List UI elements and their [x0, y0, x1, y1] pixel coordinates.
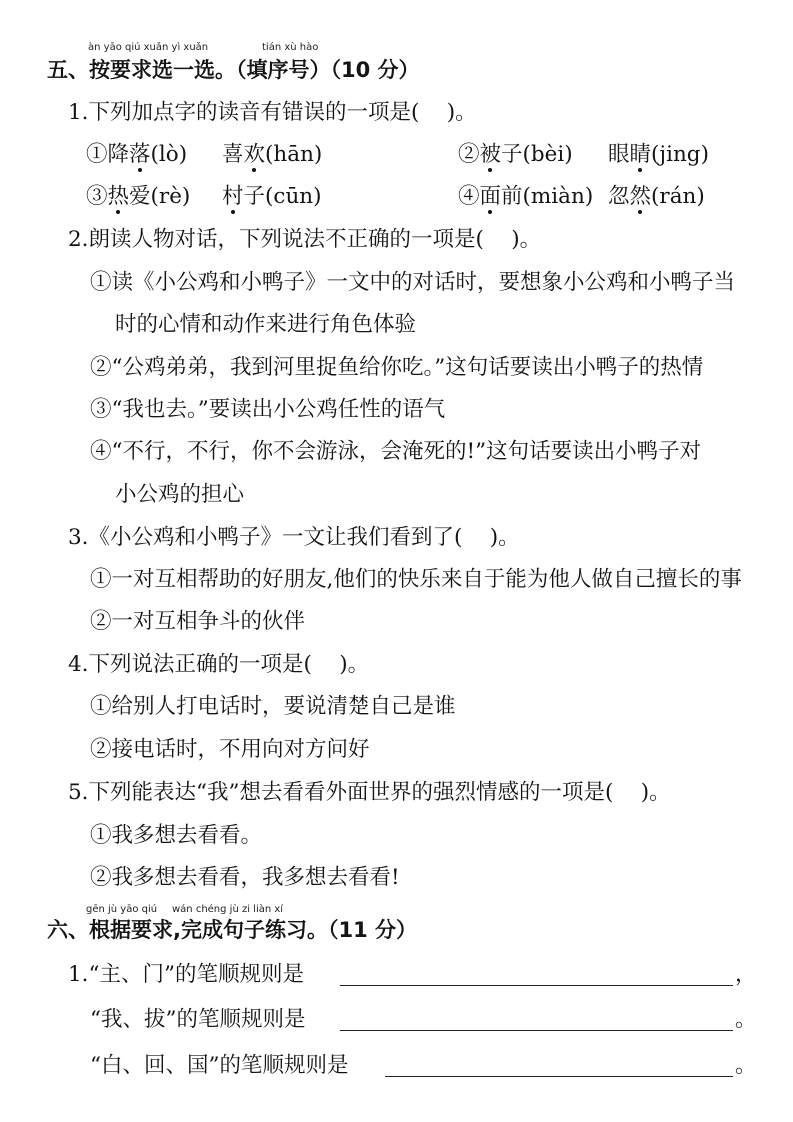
word-suffix: (lò)	[150, 142, 188, 167]
q3-option-2: ②一对互相争斗的伙伴	[90, 609, 306, 634]
section5-heading: 五、按要求选一选。（填序号）（10 分）	[47, 58, 420, 82]
q2-option-4-continued: 小公鸡的担心	[115, 482, 245, 507]
q4-stem: 4.下列说法正确的一项是( )。	[68, 652, 370, 677]
q1-option-word	[458, 140, 573, 170]
word-prefix: 眼	[608, 142, 630, 167]
answer-blank-line	[340, 1030, 733, 1031]
emphasized-character: 面	[479, 184, 502, 209]
line-end-punctuation: ，	[735, 962, 757, 987]
word-suffix: (rán)	[651, 184, 705, 209]
q1-option-word	[86, 182, 190, 212]
q1-option-word	[608, 182, 705, 212]
word-suffix: 爱(rè)	[129, 184, 191, 209]
emphasized-character: 村	[222, 184, 244, 209]
q5-stem: 5.下列能表达“我”想去看看外面世界的强烈情感的一项是( )。	[68, 780, 671, 805]
stroke-order-prompt: 1.“主、门”的笔顺规则是	[68, 962, 304, 987]
line-end-punctuation: 。	[735, 1007, 757, 1032]
section6-title-pinyin-b: wán chéng jù zi liàn xí	[172, 904, 284, 915]
q5-option-1: ①我多想去看看。	[90, 823, 263, 848]
section6-heading: 六、根据要求,完成句子练习。（11 分）	[47, 918, 418, 942]
word-suffix: 子(cūn)	[243, 184, 322, 209]
emphasized-character: 欢	[243, 142, 266, 167]
word-prefix: 忽	[608, 184, 630, 209]
q1-option-word	[608, 140, 709, 170]
answer-blank-line	[385, 1076, 733, 1077]
section5-title-pinyin: àn yāo qiú xuǎn yì xuǎn	[88, 42, 209, 53]
q1-stem: 1.下列加点字的读音有错误的一项是( )。	[68, 100, 477, 125]
section6-title-pinyin-a: gēn jù yāo qiú	[86, 904, 158, 915]
q2-option-1-continued: 时的心情和动作来进行角色体验	[115, 312, 417, 337]
word-prefix: ④	[458, 184, 480, 209]
line-end-punctuation: 。	[735, 1053, 757, 1078]
q1-option-word	[458, 182, 593, 212]
word-prefix: ②	[458, 142, 480, 167]
word-suffix: (hān)	[265, 142, 323, 167]
answer-blank-line	[340, 985, 733, 986]
q2-option-4: ④“不行，不行，你不会游泳，会淹死的!”这句话要读出小鸭子对	[90, 439, 702, 464]
q4-option-2: ②接电话时，不用向对方问好	[90, 737, 370, 762]
q1-option-word	[222, 140, 322, 170]
section5-note-pinyin: tián xù hào	[262, 42, 319, 53]
q1-option-word	[222, 182, 322, 212]
word-suffix: 前(miàn)	[501, 184, 594, 209]
stroke-order-prompt: “我、拔”的笔顺规则是	[90, 1007, 306, 1032]
word-prefix: 喜	[222, 142, 244, 167]
word-prefix: ③	[86, 184, 108, 209]
q3-stem: 3.《小公鸡和小鸭子》一文让我们看到了( )。	[68, 525, 520, 550]
emphasized-character: 睛	[629, 142, 652, 167]
q5-option-2: ②我多想去看看，我多想去看看!	[90, 865, 400, 890]
word-prefix: ①降	[86, 142, 130, 167]
q2-stem: 2.朗读人物对话，下列说法不正确的一项是( )。	[68, 227, 542, 252]
emphasized-character: 热	[107, 184, 130, 209]
emphasized-character: 被	[479, 142, 502, 167]
stroke-order-prompt: “白、回、国”的笔顺规则是	[90, 1053, 349, 1078]
q3-option-1: ①一对互相帮助的好朋友,他们的快乐来自于能为他人做自己擅长的事	[90, 567, 742, 592]
emphasized-character: 落	[129, 142, 151, 167]
emphasized-character: 然	[629, 184, 652, 209]
q1-option-word	[86, 140, 187, 170]
q4-option-1: ①给别人打电话时，要说清楚自己是谁	[90, 694, 456, 719]
word-suffix: (jing)	[651, 142, 709, 167]
word-suffix: 子(bèi)	[501, 142, 573, 167]
q2-option-2: ②“公鸡弟弟，我到河里捉鱼给你吃。”这句话要读出小鸭子的热情	[90, 355, 704, 380]
q2-option-1: ①读《小公鸡和小鸭子》一文中的对话时，要想象小公鸡和小鸭子当	[90, 270, 736, 295]
q2-option-3: ③“我也去。”要读出小公鸡任性的语气	[90, 397, 446, 422]
